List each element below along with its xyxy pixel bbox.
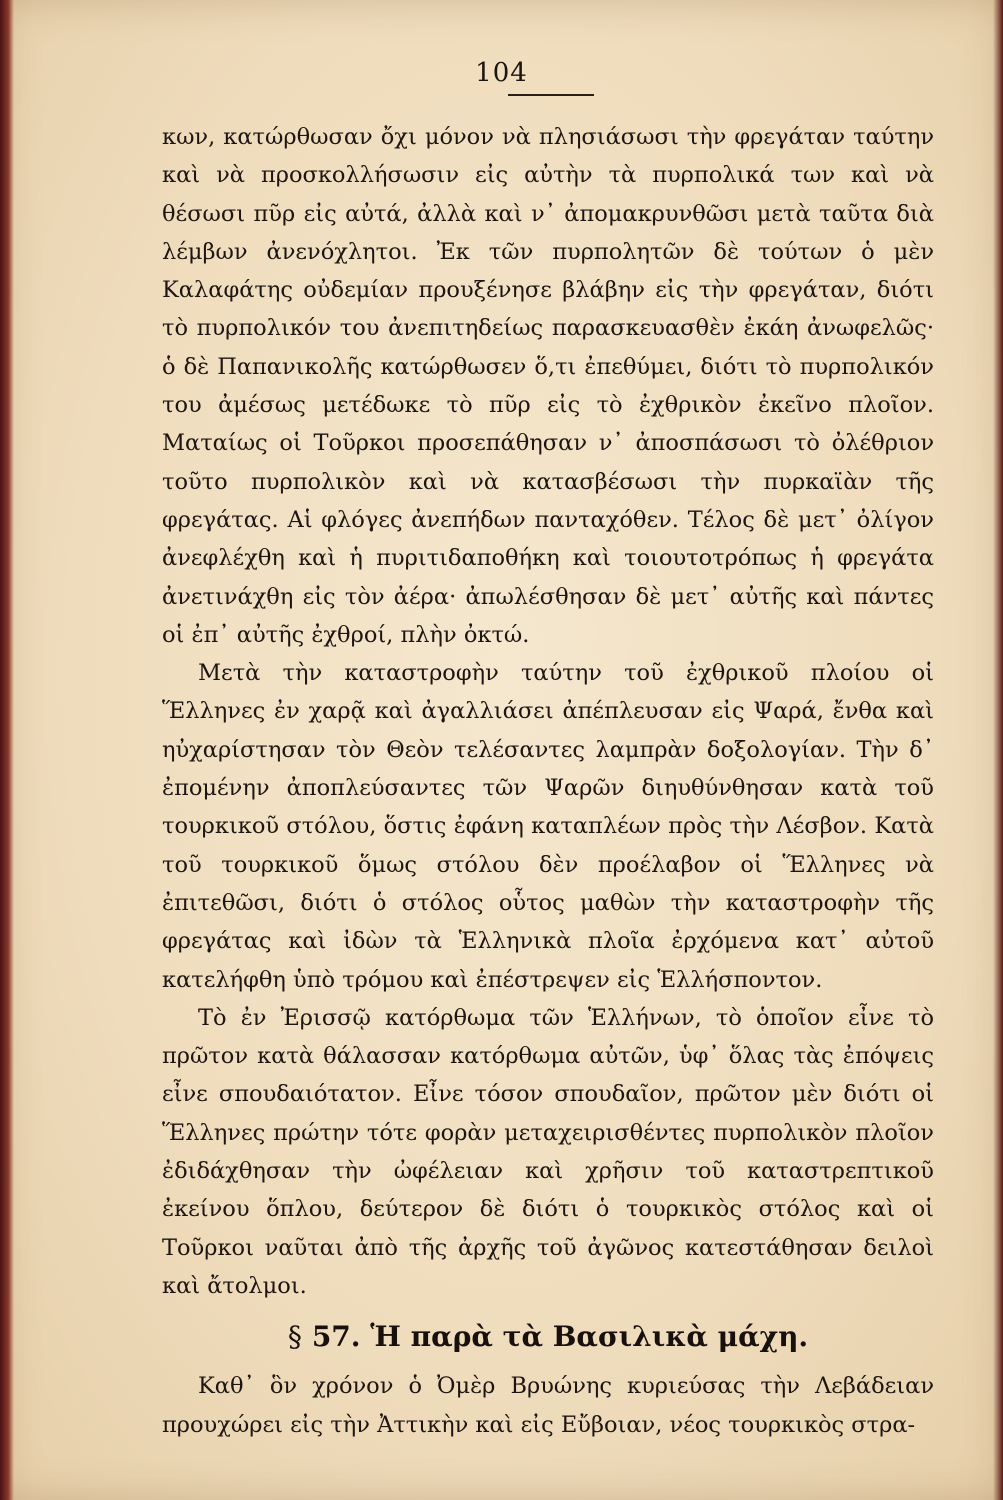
page-number: 104 [475,58,528,88]
section-title: 57. Ἡ παρὰ τὰ Βασιλικὰ μάχη. [311,1320,809,1354]
paragraph-section-start: Καθ᾿ ὃν χρόνον ὁ Ὀμὲρ Βρυώνης κυριεύσας τὴν Λεβάδειαν προυχώρει εἰς τὴν Ἀττικὴν καὶ εἰς Εὔβοιαν, νέος τουρκικὸς στρα- [162,1373,934,1438]
section-heading [162,1315,934,1359]
body-text [162,118,934,1444]
page-number-underline [508,94,594,96]
page-edge-left [0,0,14,1500]
paragraph-destruction-aftermath: Μετὰ τὴν καταστροφὴν ταύτην τοῦ ἐχθρικοῦ πλοίου οἱ Ἕλληνες ἐν χαρᾷ καὶ ἀγαλλιάσει ἀπέπλευσαν εἰς Ψαρά, ἔνθα καὶ ηὐχαρίστησαν τὸν Θεὸν τελέσαντες λαμπρὰν δοξολογίαν. Τὴν δ᾿ ἐπομένην ἀποπλεύσαντες τῶν Ψαρῶν διηυθύνθησαν κατὰ τοῦ τουρκικοῦ στόλου, ὅστις ἐφάνη καταπλέων πρὸς τὴν Λέσβον. Κατὰ τοῦ τουρκικοῦ ὅμως στόλου δὲν προέλαβον οἱ Ἕλληνες νὰ ἐπιτεθῶσι, διότι ὁ στόλος οὗτος μαθὼν τὴν καταστροφὴν τῆς φρεγάτας καὶ ἰδὼν τὰ Ἑλληνικὰ πλοῖα ἐρχόμενα κατ᾿ αὐτοῦ κατελήφθη ὑπὸ τρόμου καὶ ἐπέστρεψεν εἰς Ἑλλήσποντον. [162,660,934,993]
page-edge-right [993,0,1003,1500]
section-sign: § [287,1320,302,1354]
paragraph-continued: κων, κατώρθωσαν ὄχι μόνον νὰ πλησιάσωσι τὴν φρεγάταν ταύτην καὶ νὰ προσκολλήσωσιν εἰς αὐτὴν τὰ πυρπολικά των καὶ νὰ θέσωσι πῦρ εἰς αὐτά, ἀλλὰ καὶ ν᾿ ἀπομακρυνθῶσι μετὰ ταῦτα διὰ λέμβων ἀνενόχλητοι. Ἐκ τῶν πυρπολητῶν δὲ τούτων ὁ μὲν Καλαφάτης οὐδεμίαν προυξένησε βλάβην εἰς τὴν φρεγάταν, διότι τὸ πυρπολικόν του ἀνεπιτηδείως παρασκευασθὲν ἐκάη ἀνωφελῶς· ὁ δὲ Παπανικολῆς κατώρθωσεν ὅ,τι ἐπεθύμει, διότι τὸ πυρπολικόν του ἀμέσως μετέδωκε τὸ πῦρ εἰς τὸ ἐχθρικὸν ἐκεῖνο πλοῖον. Ματαίως οἱ Τοῦρκοι προσεπάθησαν ν᾿ ἀποσπάσωσι τὸ ὀλέθριον τοῦτο πυρπολικὸν καὶ νὰ κατασβέσωσι τὴν πυρκαϊὰν τῆς φρεγάτας. Αἱ φλόγες ἀνεπήδων πανταχόθεν. Τέλος δὲ μετ᾿ ὀλίγον ἀνεφλέχθη καὶ ἡ πυριτιδαποθήκη καὶ τοιουτοτρόπως ἡ φρεγάτα ἀνετινάχθη εἰς τὸν ἀέρα· ἀπωλέσθησαν δὲ μετ᾿ αὐτῆς καὶ πάντες οἱ ἐπ᾿ αὐτῆς ἐχθροί, πλὴν ὀκτώ. [162,124,934,648]
paragraph-significance: Τὸ ἐν Ἐρισσῷ κατόρθωμα τῶν Ἑλλήνων, τὸ ὁποῖον εἶνε τὸ πρῶτον κατὰ θάλασσαν κατόρθωμα αὐτῶν, ὑφ᾿ ὅλας τὰς ἐπόψεις εἶνε σπουδαιότατον. Εἶνε τόσον σπουδαῖον, πρῶτον μὲν διότι οἱ Ἕλληνες πρώτην τότε φορὰν μεταχειρισθέντες πυρπολικὸν πλοῖον ἐδιδάχθησαν τὴν ὠφέλειαν καὶ χρῆσιν τοῦ καταστρεπτικοῦ ἐκείνου ὅπλου, δεύτερον δὲ διότι ὁ τουρκικὸς στόλος καὶ οἱ Τοῦρκοι ναῦται ἀπὸ τῆς ἀρχῆς τοῦ ἀγῶνος κατεστάθησαν δειλοὶ καὶ ἄτολμοι. [162,1004,934,1299]
